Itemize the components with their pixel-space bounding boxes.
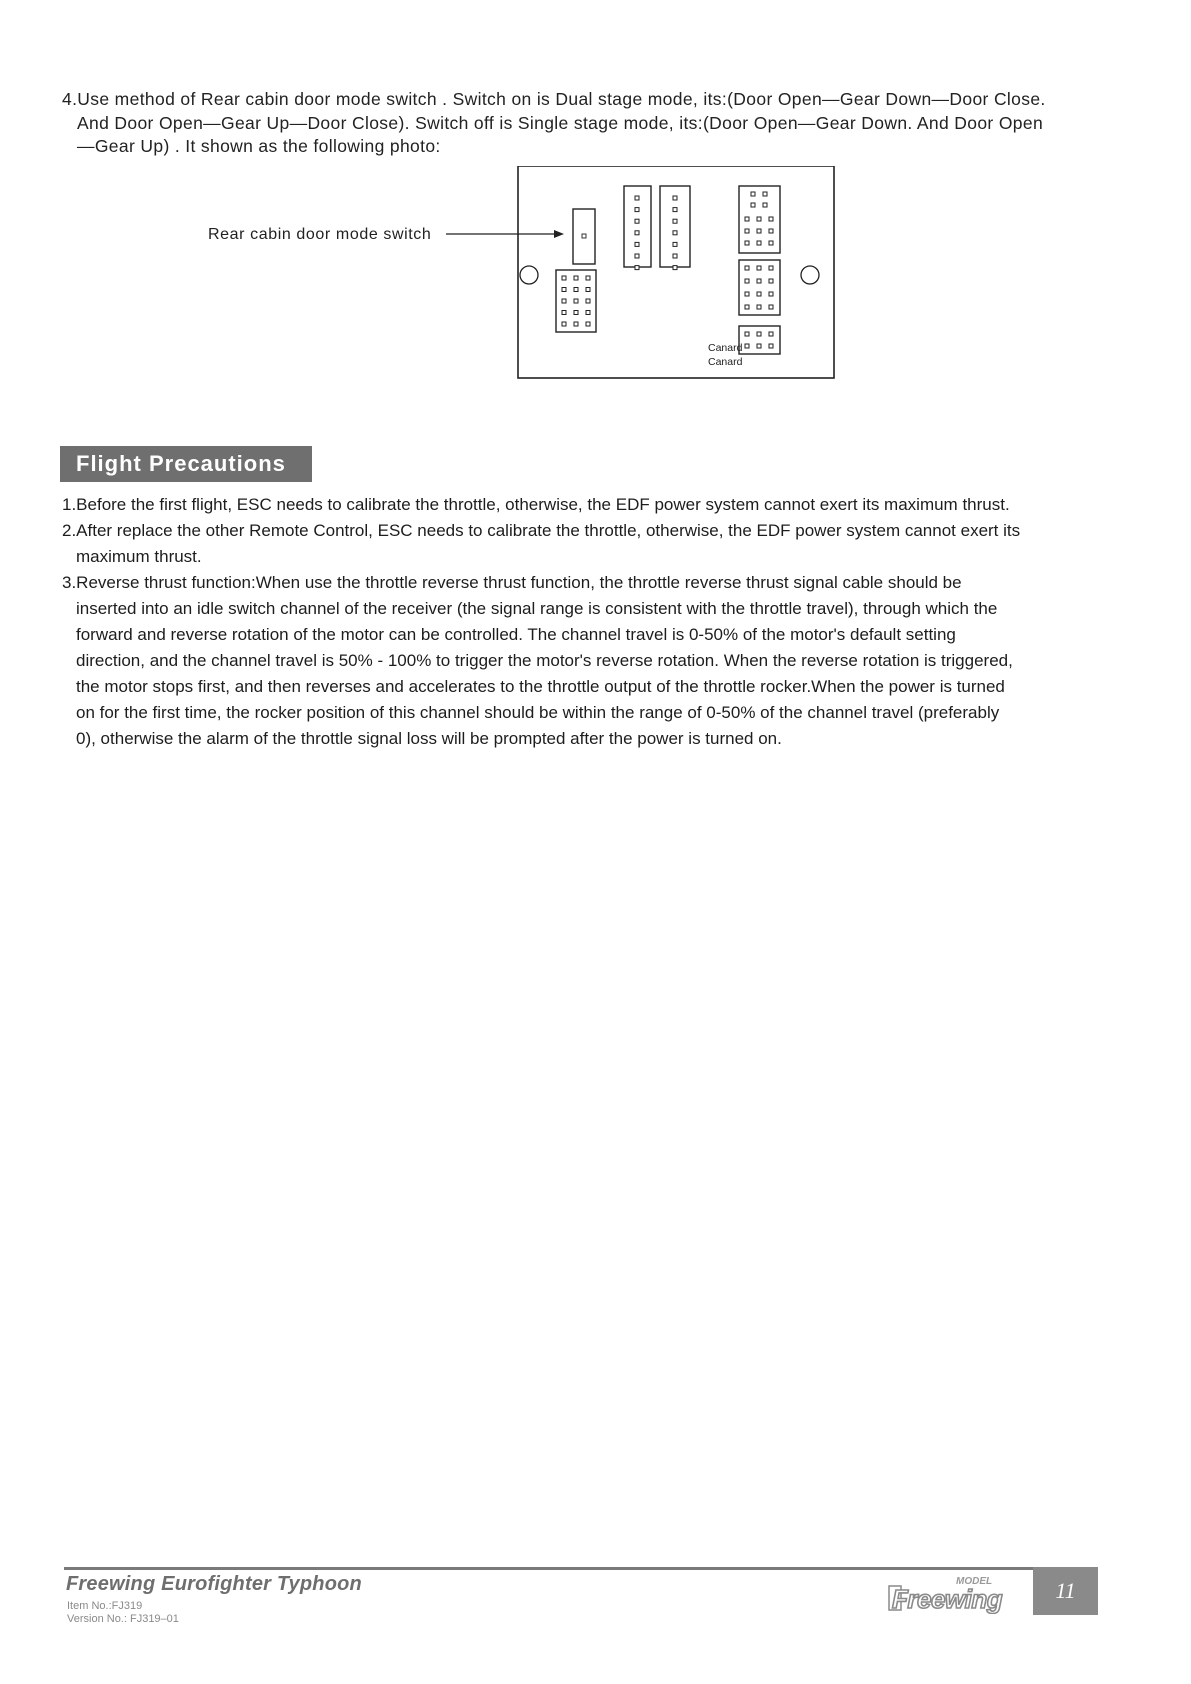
hdr-c-pin bbox=[574, 311, 578, 315]
hdr-c-pin bbox=[562, 276, 566, 280]
hdr-e-pin bbox=[757, 292, 761, 296]
header-3x5 bbox=[556, 270, 596, 332]
hdr-b-pin bbox=[673, 196, 677, 200]
hdr-f-pin bbox=[745, 344, 749, 348]
logo-sub-text: MODEL bbox=[956, 1576, 993, 1587]
hdr-d-pin bbox=[751, 192, 755, 196]
hdr-a-pin bbox=[635, 266, 639, 270]
hdr-d-pin bbox=[745, 217, 749, 221]
intro-line-3: —Gear Up) . It shown as the following photo: bbox=[77, 136, 441, 156]
hdr-d-pin bbox=[769, 217, 773, 221]
item-number: Item No.:FJ319 bbox=[67, 1600, 143, 1612]
hdr-e-pin bbox=[745, 279, 749, 283]
header-right-middle bbox=[739, 260, 780, 315]
hdr-c-pin bbox=[562, 311, 566, 315]
hdr-d-pin bbox=[745, 229, 749, 233]
hdr-a-pin bbox=[635, 254, 639, 258]
hdr-d-pin bbox=[757, 241, 761, 245]
hdr-d-pin bbox=[745, 241, 749, 245]
hdr-e-pin bbox=[769, 266, 773, 270]
hdr-b-pin bbox=[673, 254, 677, 258]
hdr-d-pin bbox=[757, 229, 761, 233]
section-header-flight-precautions: Flight Precautions bbox=[60, 446, 312, 482]
hdr-f-pin bbox=[757, 332, 761, 336]
hdr-c-pin bbox=[586, 288, 590, 292]
precaution-item-1: 1.Before the first flight, ESC needs to calibrate the throttle, otherwise, the EDF power system cannot exert its maximum thrust. bbox=[62, 495, 1010, 514]
hdr-b-pin bbox=[673, 242, 677, 246]
hdr-e-pin bbox=[745, 305, 749, 309]
hdr-c-pin bbox=[574, 288, 578, 292]
footer-rule bbox=[64, 1567, 1098, 1570]
version-number: Version No.: FJ319–01 bbox=[67, 1613, 179, 1625]
hdr-d-pin bbox=[763, 192, 767, 196]
hdr-b-pin bbox=[673, 231, 677, 235]
hdr-a-pin bbox=[635, 242, 639, 246]
board-svg bbox=[200, 166, 840, 386]
hdr-c-pin bbox=[586, 322, 590, 326]
freewing-logo bbox=[888, 1572, 1020, 1614]
switch-label: Rear cabin door mode switch bbox=[208, 226, 432, 243]
hdr-e-pin bbox=[769, 292, 773, 296]
hdr-d-pin bbox=[763, 203, 767, 207]
hdr-e-pin bbox=[745, 266, 749, 270]
header-right-top bbox=[739, 186, 780, 253]
hdr-f-frame bbox=[739, 326, 780, 354]
hdr-d-pin bbox=[751, 203, 755, 207]
hdr-b-pin bbox=[673, 266, 677, 270]
hdr-c-pin bbox=[574, 322, 578, 326]
board-diagram bbox=[200, 166, 840, 386]
hdr-c-pin bbox=[562, 288, 566, 292]
switch-arrow-icon bbox=[554, 230, 564, 238]
hdr-e-pin bbox=[757, 279, 761, 283]
hdr-c-pin bbox=[586, 276, 590, 280]
hdr-a-pin bbox=[635, 196, 639, 200]
hdr-e-pin bbox=[745, 292, 749, 296]
hdr-c-pin bbox=[574, 276, 578, 280]
hdr-d-pin bbox=[769, 229, 773, 233]
hdr-e-pin bbox=[769, 279, 773, 283]
hdr-c-pin bbox=[562, 322, 566, 326]
hdr-e-pin bbox=[769, 305, 773, 309]
footer-meta bbox=[67, 1600, 179, 1626]
mode-switch-pin bbox=[582, 234, 586, 238]
precautions-list bbox=[62, 492, 1102, 752]
header-1x7-b bbox=[660, 186, 690, 270]
hdr-e-pin bbox=[757, 266, 761, 270]
header-1x7-a bbox=[624, 186, 651, 270]
mount-hole-left-icon bbox=[520, 266, 538, 284]
intro-paragraph bbox=[62, 88, 1112, 159]
hdr-c-pin bbox=[562, 299, 566, 303]
hdr-c-pin bbox=[586, 311, 590, 315]
hdr-f-pin bbox=[769, 344, 773, 348]
intro-line-2: And Door Open—Gear Up—Door Close). Switch off is Single stage mode, its:(Door Open—Gear Down. And Door Open bbox=[77, 112, 1044, 133]
intro-line-1: 4.Use method of Rear cabin door mode switch . Switch on is Dual stage mode, its:(Door Open—Gear Down—Door Close. bbox=[62, 89, 1046, 109]
intro-number: 4. bbox=[62, 89, 78, 109]
hdr-a-pin bbox=[635, 231, 639, 235]
hdr-a-pin bbox=[635, 219, 639, 223]
hdr-c-pin bbox=[586, 299, 590, 303]
footer-title: Freewing Eurofighter Typhoon bbox=[66, 1573, 362, 1595]
hdr-f-pin bbox=[757, 344, 761, 348]
header-canard bbox=[739, 326, 780, 354]
hdr-b-pin bbox=[673, 208, 677, 212]
hdr-f-pin bbox=[745, 332, 749, 336]
hdr-d-pin bbox=[769, 241, 773, 245]
hdr-f-pin bbox=[769, 332, 773, 336]
hdr-a-pin bbox=[635, 208, 639, 212]
hdr-b-pin bbox=[673, 219, 677, 223]
page-number: 11 bbox=[1033, 1567, 1098, 1615]
canard-label-1: Canard bbox=[708, 342, 743, 354]
precaution-item-3: 3.Reverse thrust function:When use the throttle reverse thrust function, the throttle reverse thrust signal cable should be inserted into an idle switch channel of the receiver (the signal range is consistent with the throttle travel), through which the forward and reverse rotation of the motor can be controlled. The channel travel is 0-50% of the motor's default setting direction, and the channel travel is 50% - 100% to trigger the motor's reverse rotation. When the reverse rotation is triggered, the motor stops first, and then reverses and accelerates to the throttle output of the throttle rocker.When the power is turned on for the first time, the rocker position of this channel should be within the range of 0-50% of the channel travel (preferably 0), otherwise the alarm of the throttle signal loss will be prompted after the power is turned on. bbox=[62, 573, 1013, 748]
precaution-item-2: 2.After replace the other Remote Control, ESC needs to calibrate the throttle, otherwise, the EDF power system cannot exert its maximum thrust. bbox=[62, 521, 1021, 566]
logo-text: Freewing bbox=[892, 1584, 1003, 1614]
hdr-c-pin bbox=[574, 299, 578, 303]
mount-hole-right-icon bbox=[801, 266, 819, 284]
canard-label-2: Canard bbox=[708, 356, 743, 368]
hdr-e-pin bbox=[757, 305, 761, 309]
hdr-d-pin bbox=[757, 217, 761, 221]
